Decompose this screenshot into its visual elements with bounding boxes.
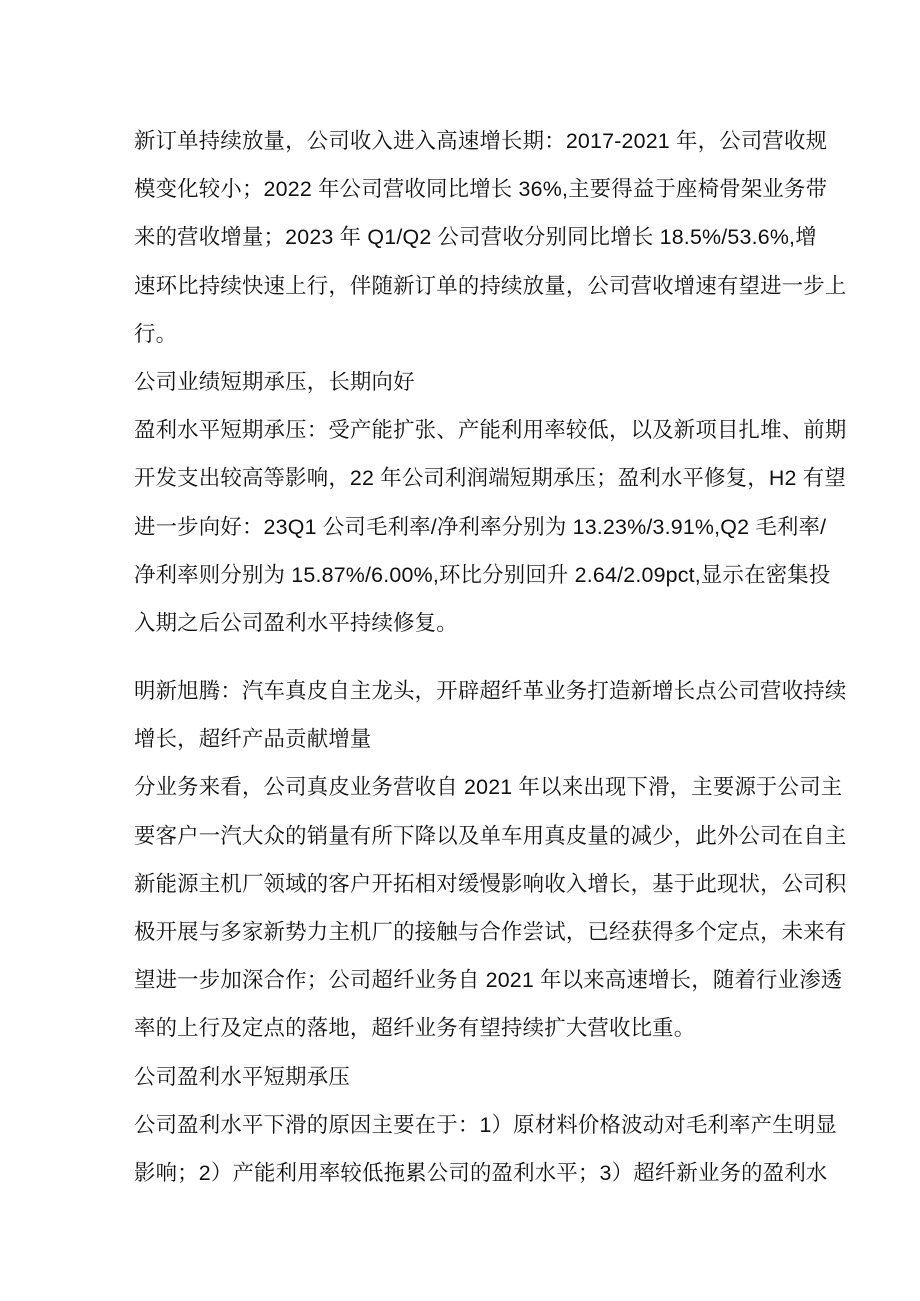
text-line: 进一步向好：23Q1 公司毛利率/净利率分别为 13.23%/3.91%,Q2 毛利率/	[134, 514, 827, 539]
heading-text: 明新旭腾：汽车真皮自主龙头，开辟超纤革业务打造新增长点公司营收持续	[134, 679, 847, 704]
document-page	[134, 117, 847, 1197]
text-line: 开发支出较高等影响，22 年公司利润端短期承压；盈利水平修复，H2 有望	[134, 466, 846, 491]
text-line: 新订单持续放量，公司收入进入高速增长期：2017-2021 年，公司营收规	[134, 129, 828, 153]
paragraph-revenue-growth	[134, 117, 847, 358]
text-line: 入期之后公司盈利水平持续修复。	[134, 610, 458, 635]
text-line: 新能源主机厂领域的客户开拓相对缓慢影响收入增长，基于此现状，公司积	[134, 871, 847, 896]
section-heading-short-term-pressure	[134, 358, 790, 406]
text-line: 速环比持续快速上行，伴随新订单的持续放量，公司营收增速有望进一步上	[134, 273, 847, 298]
text-line: 公司盈利水平下滑的原因主要在于：1）原材料价格波动对毛利率产生明显	[134, 1112, 837, 1137]
section-heading-profit-pressure	[134, 1053, 790, 1101]
heading-text: 增长，超纤产品贡献增量	[134, 727, 372, 752]
text-line: 要客户一汽大众的销量有所下降以及单车用真皮量的减少，此外公司在自主	[134, 823, 847, 848]
paragraph-profit-decline-reasons	[134, 1101, 837, 1197]
text-line: 率的上行及定点的落地，超纤业务有望持续扩大营收比重。	[134, 1016, 696, 1041]
text-line: 盈利水平短期承压：受产能扩张、产能利用率较低，以及新项目扎堆、前期	[134, 418, 847, 443]
text-line: 望进一步加深合作；公司超纤业务自 2021 年以来高速增长，随着行业渗透	[134, 968, 843, 993]
heading-text: 公司盈利水平短期承压	[134, 1064, 350, 1089]
text-line: 来的营收增量；2023 年 Q1/Q2 公司营收分别同比增长 18.5%/53.6%,增	[134, 225, 817, 250]
text-line: 影响；2）产能利用率较低拖累公司的盈利水平；3）超纤新业务的盈利水	[134, 1160, 828, 1185]
section-heading-mingxin	[134, 667, 847, 763]
text-line: 净利率则分别为 15.87%/6.00%,环比分别回升 2.64/2.09pct,显示在密集投	[134, 562, 831, 587]
text-line: 模变化较小；2022 年公司营收同比增长 36%,主要得益于座椅骨架业务带	[134, 177, 828, 202]
text-line: 极开展与多家新势力主机厂的接触与合作尝试，已经获得多个定点，未来有	[134, 920, 847, 944]
text-line: 行。	[134, 321, 178, 346]
paragraph-profitability-recovery	[134, 406, 847, 647]
paragraph-business-segments	[134, 763, 847, 1052]
text-line: 分业务来看，公司真皮业务营收自 2021 年以来出现下滑，主要源于公司主	[134, 775, 843, 800]
heading-text: 公司业绩短期承压，长期向好	[134, 369, 415, 394]
